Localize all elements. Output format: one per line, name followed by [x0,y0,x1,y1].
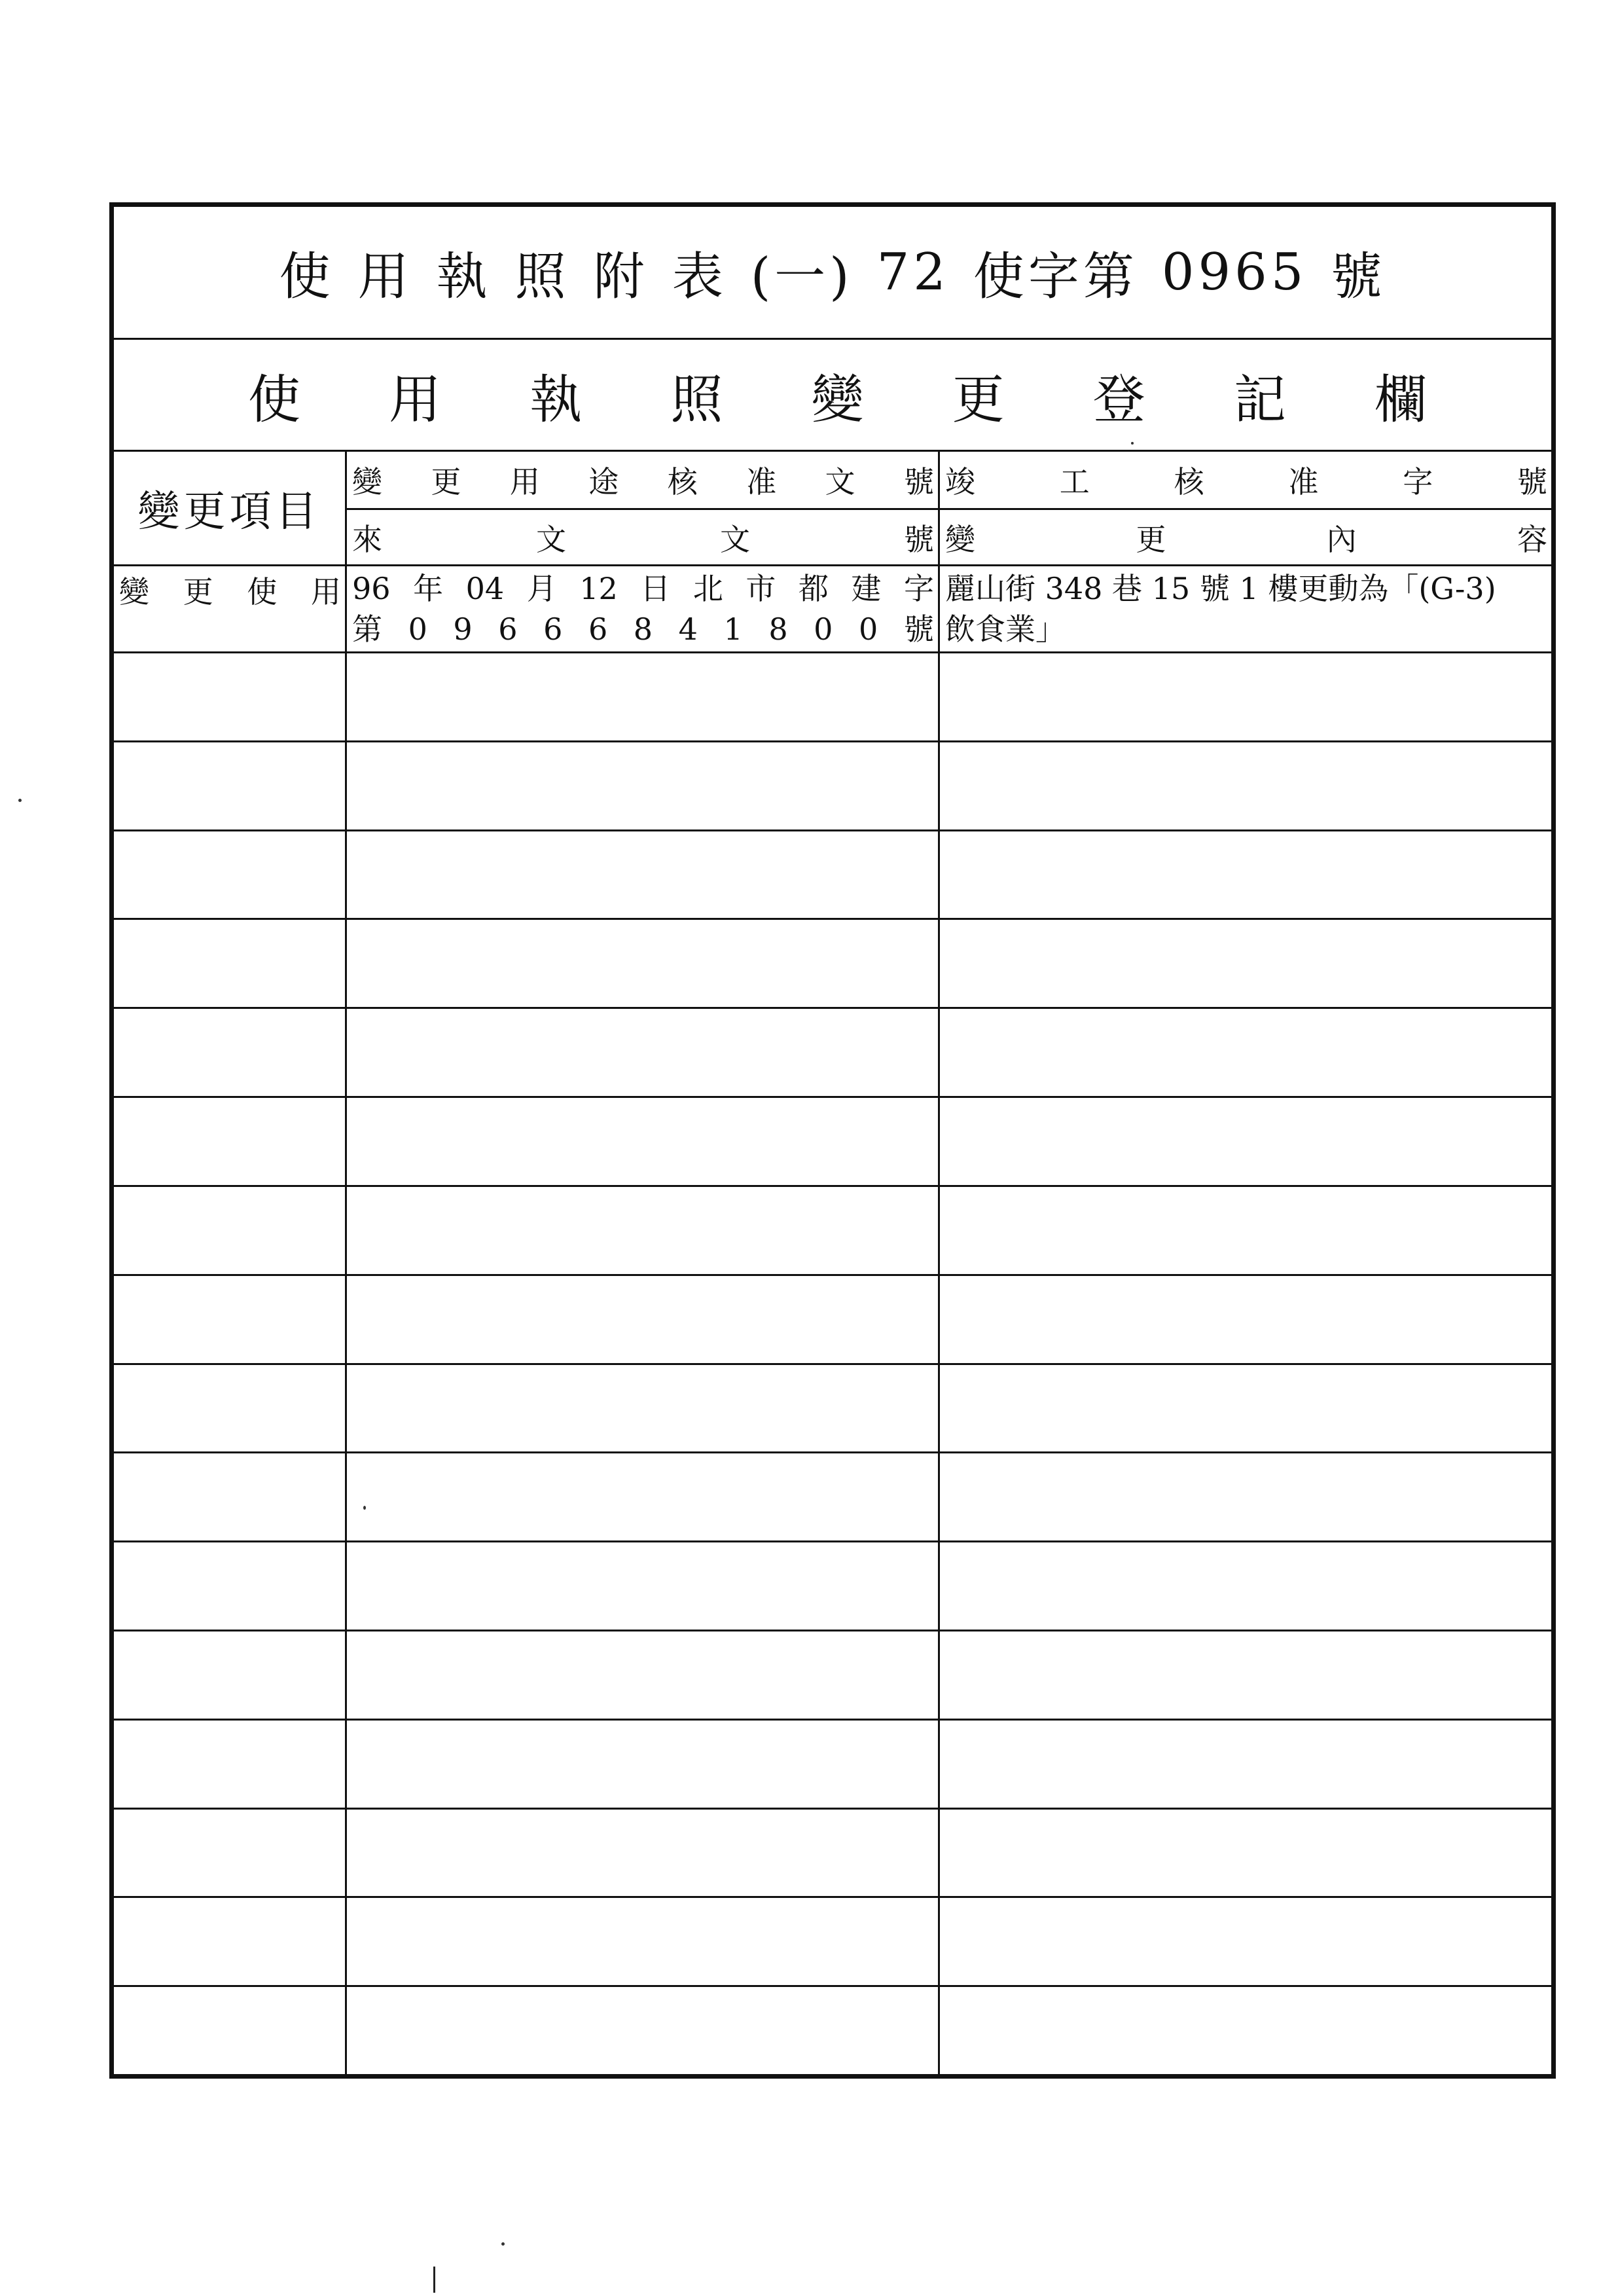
header-char: 文 [536,521,566,557]
row-divider [114,1007,1551,1009]
entry-char: 使 [247,574,278,610]
title-char: (一) [750,247,854,306]
title-char: 72 [876,243,950,302]
entry-char: 用 [310,574,341,610]
subtitle-char: 執 [530,369,583,430]
header-char: 工 [1059,464,1090,500]
header-char: 變 [945,521,975,557]
scan-speck [18,799,22,802]
entry-char: 日 [640,571,671,606]
row-divider [114,829,1551,831]
header-char: 變 [352,464,382,500]
header-char: 用 [509,464,540,500]
entry-doc-line-2 [352,609,934,649]
row-divider [114,1274,1551,1276]
subtitle-char: 照 [670,369,723,430]
header-char: 號 [904,521,934,557]
entry-char: 6 [543,611,563,647]
header-char: 更 [431,464,461,500]
subtitle-char: 記 [1233,369,1286,430]
form-subtitle [114,340,1551,450]
header-char: 內 [1326,521,1357,557]
entry-char: 1 [723,611,743,647]
subtitle-char: 登 [1092,369,1145,430]
header-char: 容 [1517,521,1547,557]
title-char: 使 [279,247,334,306]
entry-char: 6 [498,611,518,647]
header-char: 號 [1517,464,1547,500]
row-divider [114,1808,1551,1810]
entry-char: 北 [692,571,723,606]
entry-item-line [119,572,341,612]
entry-char: 更 [183,574,213,610]
entry-char: 月 [526,571,557,606]
scan-speck [501,2242,505,2246]
license-attachment-form [109,202,1556,2079]
scan-scratch [433,2267,435,2293]
header-char: 字 [1403,464,1433,500]
form-title [114,207,1551,338]
header-char: 來 [352,521,382,557]
row-divider [114,1896,1551,1898]
row-divider [114,1096,1551,1098]
entry-doc-number-cell [347,566,938,651]
header-char: 竣 [945,464,975,500]
header-char: 准 [1288,464,1319,500]
header-char: 途 [588,464,619,500]
change-content-header [940,510,1551,564]
change-item-header: 變更項目 [137,488,321,536]
scan-speck [363,1506,366,1510]
row-divider [114,1719,1551,1721]
entry-change-content-cell [940,566,1551,651]
title-char: 表 [672,247,727,306]
header-char: 核 [667,464,698,500]
entry-char: 變 [119,574,149,610]
entry-char: 6 [588,611,608,647]
title-char: 使字第 [973,247,1138,306]
entry-item-cell [114,566,345,651]
title-char: 號 [1331,247,1386,306]
entry-char: 12 [579,571,618,606]
row-divider [114,1363,1551,1365]
row-divider [114,1540,1551,1542]
entry-char: 4 [678,611,698,647]
header-char: 文 [825,464,855,500]
entry-content-line-1: 麗山街 348 巷 15 號 1 樓更動為「(G-3) [945,571,1496,606]
row-divider [114,1451,1551,1453]
entry-char: 8 [633,611,653,647]
header-char: 文 [720,521,750,557]
row-divider [114,1185,1551,1187]
entry-char: 號 [903,611,934,647]
column-divider [938,450,940,2074]
entry-char: 0 [814,611,833,647]
entry-char: 0 [859,611,878,647]
row-divider [114,1985,1551,1987]
header-char: 號 [903,464,934,500]
subtitle-char: 使 [248,369,300,430]
scan-speck [1131,442,1134,445]
header-char: 核 [1174,464,1204,500]
entry-doc-line-1 [352,568,934,609]
title-char: 執 [436,247,492,306]
entry-char: 字 [903,571,934,606]
row-divider [114,1630,1551,1631]
entry-char: 第 [352,611,382,647]
subtitle-char: 更 [952,369,1005,430]
row-divider [114,918,1551,920]
title-char: 用 [357,247,413,306]
title-char: 0965 [1161,243,1308,302]
subtitle-char: 欄 [1375,369,1427,430]
incoming-doc-header [347,510,938,564]
entry-char: 04 [465,571,505,606]
title-char: 照 [514,247,570,306]
entry-char: 8 [768,611,788,647]
entry-char: 0 [408,611,427,647]
subtitle-char: 變 [811,369,864,430]
entry-char: 都 [798,571,829,606]
column-divider [345,450,347,2074]
header-char: 更 [1136,521,1166,557]
entry-char: 96 [352,571,391,606]
entry-char: 年 [413,571,444,606]
approval-number-header [347,452,938,508]
entry-char: 9 [453,611,473,647]
header-char: 准 [746,464,777,500]
divider [114,651,1551,653]
title-char: 附 [593,247,649,306]
entry-char: 建 [851,571,882,606]
entry-char: 市 [746,571,776,606]
completion-number-header [940,452,1551,508]
subtitle-char: 用 [389,369,442,430]
row-divider [114,740,1551,742]
entry-content-line-2: 飲食業」 [945,611,1066,647]
